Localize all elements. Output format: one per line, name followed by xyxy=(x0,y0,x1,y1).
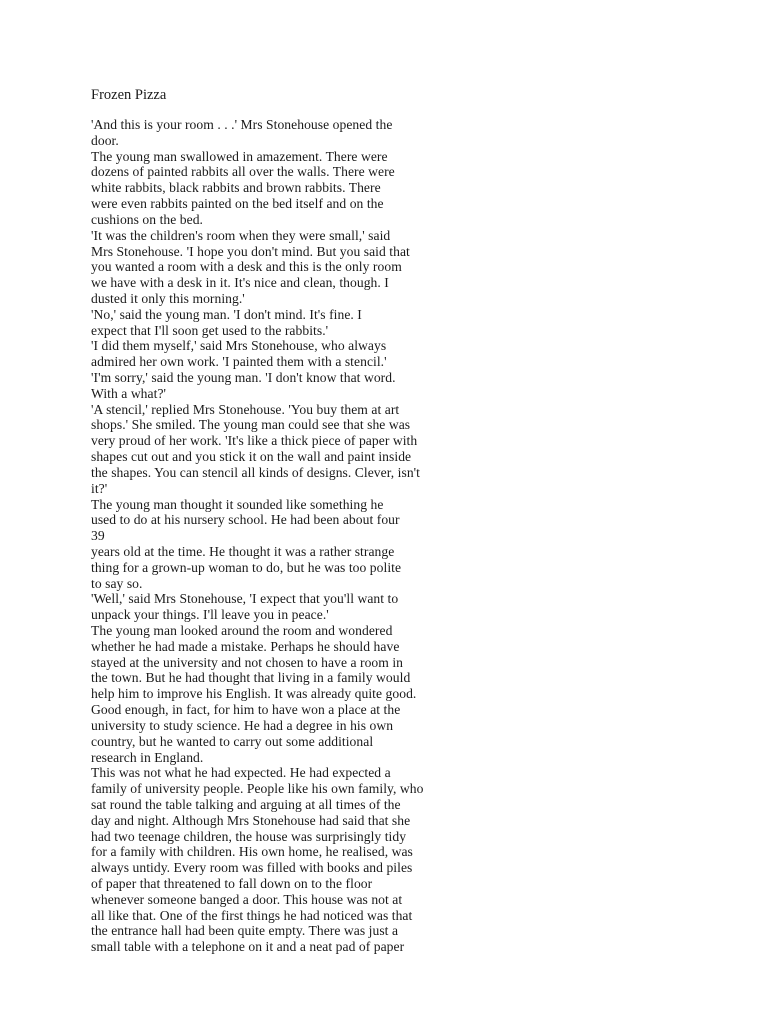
text-line: help him to improve his English. It was already quite good. xyxy=(91,686,417,702)
text-line: white rabbits, black rabbits and brown rabbits. There xyxy=(91,180,381,196)
text-line: to say so. xyxy=(91,575,143,591)
text-line: the entrance hall had been quite empty. There was just a xyxy=(91,923,399,939)
text-line: 'I'm sorry,' said the young man. 'I don't know that word. xyxy=(91,370,396,385)
text-line: 'No,' said the young man. 'I don't mind. It's fine. I xyxy=(91,306,362,322)
text-line: we have with a desk in it. It's nice and clean, though. I xyxy=(91,275,389,291)
text-line: The young man looked around the room and wondered xyxy=(91,623,393,638)
text-line: shapes cut out and you stick it on the wall and paint inside xyxy=(91,449,412,465)
text-line: whether he had made a mistake. Perhaps he should have xyxy=(91,638,400,654)
text-line: country, but he wanted to carry out some additional xyxy=(91,733,374,749)
text-line: 'A stencil,' replied Mrs Stonehouse. 'You buy them at art xyxy=(91,401,400,417)
text-line: the shapes. You can stencil all kinds of designs. Clever, isn't xyxy=(91,464,420,480)
text-line: shops.' She smiled. The young man could see that she was xyxy=(91,417,411,433)
text-line: small table with a telephone on it and a neat pad of paper xyxy=(91,939,405,955)
text-line: it?' xyxy=(91,480,108,496)
text-line: door. xyxy=(91,132,119,148)
text-line: 'It was the children's room when they were small,' said xyxy=(91,227,391,243)
text-line: thing for a grown-up woman to do, but he was too polite xyxy=(91,559,402,575)
text-line: 39 xyxy=(91,528,105,544)
text-line: Good enough, in fact, for him to have won a place at the xyxy=(91,702,401,718)
text-line: all like that. One of the first things he had noticed was that xyxy=(91,907,413,923)
text-line: the town. But he had thought that living in a family would xyxy=(91,670,411,686)
text-line: 'And this is your room . . .' Mrs Stonehouse opened the xyxy=(91,117,393,132)
text-line: had two teenage children, the house was surprisingly tidy xyxy=(91,828,407,844)
text-line: expect that I'll soon get used to the rabbits.' xyxy=(91,322,329,338)
text-line: stayed at the university and not chosen to have a room in xyxy=(91,654,404,670)
text-line: of paper that threatened to fall down on to the floor xyxy=(91,876,373,891)
text-line: university to study science. He had a degree in his own xyxy=(91,717,394,733)
text-line: very proud of her work. 'It's like a thick piece of paper with xyxy=(91,433,418,449)
text-line: dozens of painted rabbits all over the walls. There were xyxy=(91,164,395,180)
text-line: With a what?' xyxy=(91,385,167,401)
text-line: you wanted a room with a desk and this is the only room xyxy=(91,259,402,275)
text-line: always untidy. Every room was filled with books and piles xyxy=(91,860,413,876)
text-line: family of university people. People like his own family, who xyxy=(91,781,424,797)
text-line: Mrs Stonehouse. 'I hope you don't mind. But you said that xyxy=(91,243,410,259)
text-line: This was not what he had expected. He had expected a xyxy=(91,765,391,781)
text-line: day and night. Although Mrs Stonehouse had said that she xyxy=(91,812,411,828)
text-line: used to do at his nursery school. He had been about four xyxy=(91,512,400,528)
text-line: The young man swallowed in amazement. There were xyxy=(91,148,388,164)
text-line: sat round the table talking and arguing at all times of the xyxy=(91,796,401,812)
page-title: Frozen Pizza xyxy=(91,87,167,103)
text-line: years old at the time. He thought it was a rather strange xyxy=(91,543,395,559)
body-text xyxy=(91,117,436,955)
text-line: admired her own work. 'I painted them with a stencil.' xyxy=(91,354,387,370)
text-line: for a family with children. His own home, he realised, was xyxy=(91,844,413,860)
text-line: research in England. xyxy=(91,749,204,765)
text-line: cushions on the bed. xyxy=(91,211,203,227)
text-line: 'I did them myself,' said Mrs Stonehouse, who always xyxy=(91,338,387,354)
text-line: dusted it only this morning.' xyxy=(91,290,245,306)
text-line: 'Well,' said Mrs Stonehouse, 'I expect that you'll want to xyxy=(91,591,399,607)
text-line: were even rabbits painted on the bed itself and on the xyxy=(91,196,384,212)
text-line: whenever someone banged a door. This house was not at xyxy=(91,891,403,907)
text-line: The young man thought it sounded like something he xyxy=(91,496,384,512)
text-line: unpack your things. I'll leave you in peace.' xyxy=(91,607,329,623)
